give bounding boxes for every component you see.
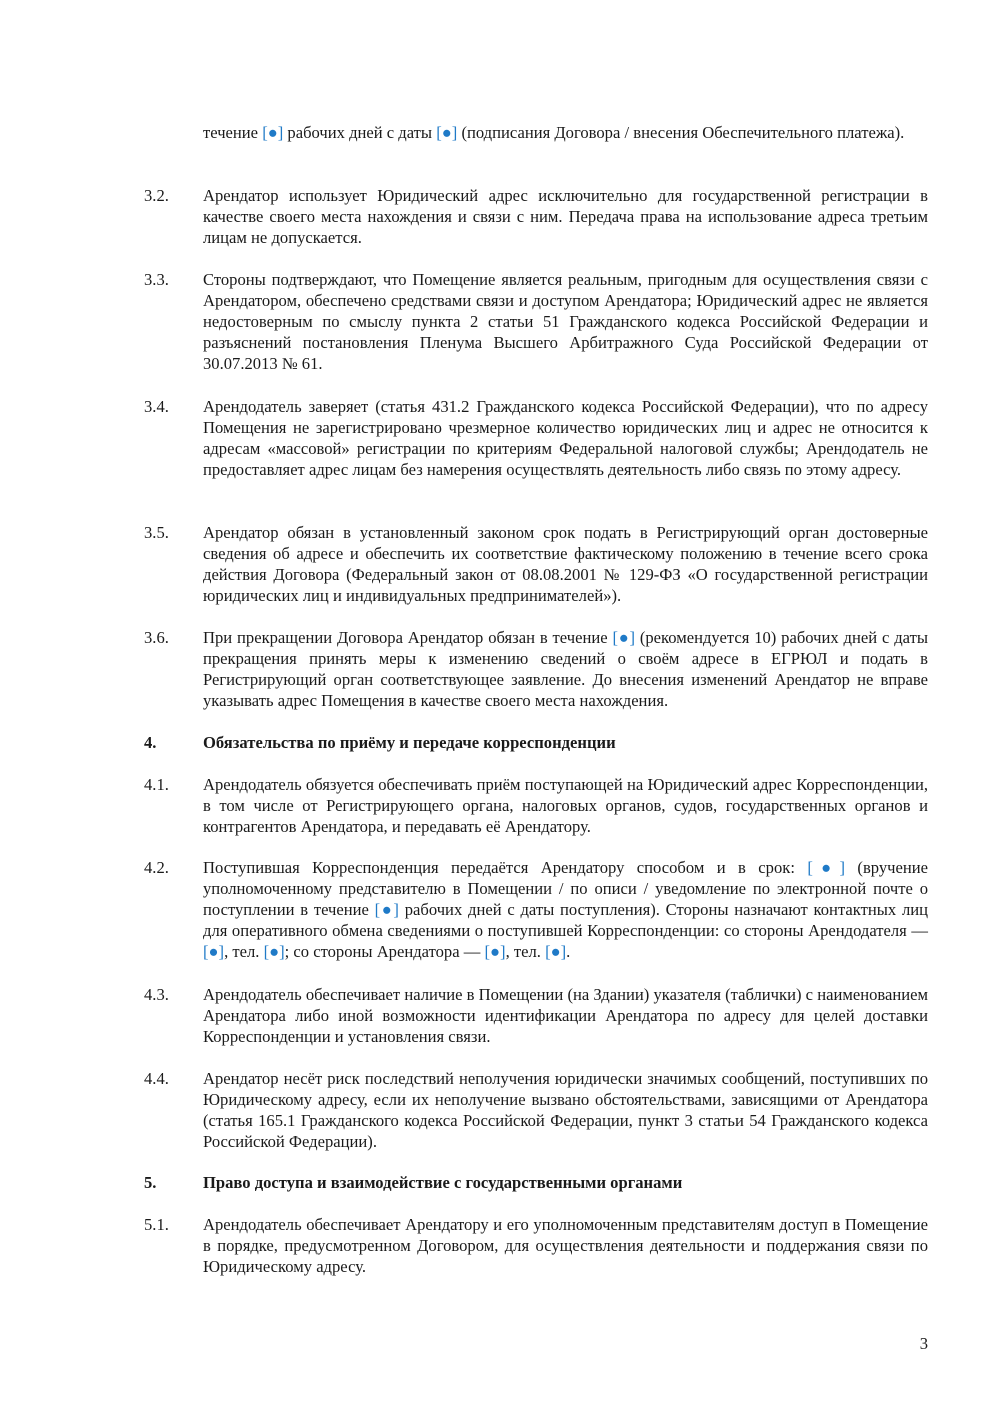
clause-number: 3.5. <box>144 523 169 542</box>
clause-text <box>203 522 928 606</box>
text-run: . <box>566 942 571 961</box>
text-run: , тел. <box>224 942 264 961</box>
clause-number: 3.4. <box>144 397 169 416</box>
placeholder-marker: [●] <box>263 942 285 961</box>
placeholder-marker: [●] <box>545 942 567 961</box>
clause-number: 3.6. <box>144 628 169 647</box>
paragraph-text <box>203 122 928 143</box>
clause-text <box>203 1068 928 1152</box>
text-run: Арендодатель заверяет (статья 431.2 Гражданского кодекса Российской Федерации), что по адресу Помещения не зарегистрировано чрезмерное количество юридических лиц и адрес не относится к адресам «массовой» регистрации по критериям Федеральной налоговой службы; Арендодатель не предоставляет адрес лицам без намерения осуществлять деятельность либо связь по этому адресу. <box>203 397 928 479</box>
clause-text <box>203 396 928 480</box>
clause-text <box>203 185 928 248</box>
text-run: Право доступа и взаимодействие с государственными органами <box>203 1173 683 1192</box>
clause-number: 4.4. <box>144 1069 169 1088</box>
text-run: рабочих дней с даты поступления). Стороны назначают контактных лиц для оперативного обмена сведениями о поступившей Корреспонденции: со стороны Арендодателя — <box>203 900 928 940</box>
text-run: рабочих дней с даты <box>283 123 437 142</box>
clause-text <box>203 984 928 1047</box>
clause-number: 5.1. <box>144 1215 169 1234</box>
placeholder-marker: [●] <box>807 858 845 877</box>
placeholder-marker: [●] <box>484 942 506 961</box>
placeholder-marker: [●] <box>436 123 458 142</box>
clause-text <box>203 1214 928 1277</box>
text-run: Поступившая Корреспонденция передаётся Арендатору способом и в срок: <box>203 858 808 877</box>
text-run: течение <box>203 123 263 142</box>
section-title <box>203 1172 928 1193</box>
text-run: (рекомендуется 10) рабочих дней с даты прекращения принять меры к изменению сведений о своём адресе в ЕГРЮЛ и подать в Регистрирующий орган соответствующее заявление. До внесения изменений Арендатор не вправе указывать адрес Помещения в качестве своего места нахождения. <box>203 628 928 710</box>
section-number: 5. <box>144 1173 157 1192</box>
clause-text <box>203 627 928 711</box>
text-run: ; со стороны Арендатора — <box>284 942 485 961</box>
text-run: Арендодатель обязуется обеспечивать приём поступающей на Юридический адрес Корреспонденции, в том числе от Регистрирующего органа, налоговых органов, судов, государственных органов и контрагентов Арендатора, и передавать её Арендатору. <box>203 775 928 836</box>
text-run: Арендатор обязан в установленный законом срок подать в Регистрирующий орган достоверные сведения об адресе и обеспечить их соответствие фактическому положению в течение всего срока действия Договора (Федеральный закон от 08.08.2001 № 129-ФЗ «О государственной регистрации юридических лиц и индивидуальных предпринимателей»). <box>203 523 928 605</box>
text-run: При прекращении Договора Арендатор обязан в течение <box>203 628 613 647</box>
placeholder-marker: [●] <box>374 900 399 919</box>
placeholder-marker: [●] <box>612 628 635 647</box>
clause-number: 4.1. <box>144 775 169 794</box>
clause-number: 4.2. <box>144 858 169 877</box>
text-run: Стороны подтверждают, что Помещение является реальным, пригодным для осуществления связи с Арендатором, обеспечено средствами связи и доступом Арендатора; Юридический адрес не является недостоверным по смыслу пункта 2 статьи 51 Гражданского кодекса Российской Федерации и разъяснений постановления Пленума Высшего Арбитражного Суда Российской Федерации от 30.07.2013 № 61. <box>203 270 928 373</box>
placeholder-marker: [●] <box>262 123 284 142</box>
section-number: 4. <box>144 733 157 752</box>
clause-text <box>203 269 928 374</box>
text-run: Арендатор несёт риск последствий неполучения юридически значимых сообщений, поступивших по Юридическому адресу, если их неполучение вызвано обстоятельствами, зависящими от Арендатора (статья 165.1 Гражданского кодекса Российской Федерации, пункт 3 статьи 54 Гражданского кодекса Российской Федерации). <box>203 1069 928 1151</box>
text-run: (подписания Договора / внесения Обеспечительного платежа). <box>457 123 905 142</box>
text-run: , тел. <box>505 942 546 961</box>
text-run: (вручение уполномоченному представителю в Помещении / по описи / уведомление по электронной почте о поступлении в течение <box>203 858 928 919</box>
clause-text <box>203 857 928 962</box>
text-run: Арендодатель обеспечивает наличие в Помещении (на Здании) указателя (таблички) с наименованием Арендатора либо иной возможности идентификации Арендатора по адресу для целей доставки Корреспонденции и установления связи. <box>203 985 928 1046</box>
clause-number: 3.2. <box>144 186 169 205</box>
text-run: Арендатор использует Юридический адрес исключительно для государственной регистрации в качестве своего места нахождения и связи с ним. Передача права на использование адреса третьим лицам не допускается. <box>203 186 928 247</box>
clause-text <box>203 774 928 837</box>
section-title <box>203 732 928 753</box>
clause-number: 3.3. <box>144 270 169 289</box>
clause-number: 4.3. <box>144 985 169 1004</box>
text-run: Арендодатель обеспечивает Арендатору и его уполномоченным представителям доступ в Помещение в порядке, предусмотренном Договором, для осуществления деятельности и поддержания связи по Юридическому адресу. <box>203 1215 928 1276</box>
text-run: Обязательства по приёму и передаче корреспонденции <box>203 733 616 752</box>
placeholder-marker: [●] <box>203 942 225 961</box>
page-number: 3 <box>919 1334 928 1353</box>
